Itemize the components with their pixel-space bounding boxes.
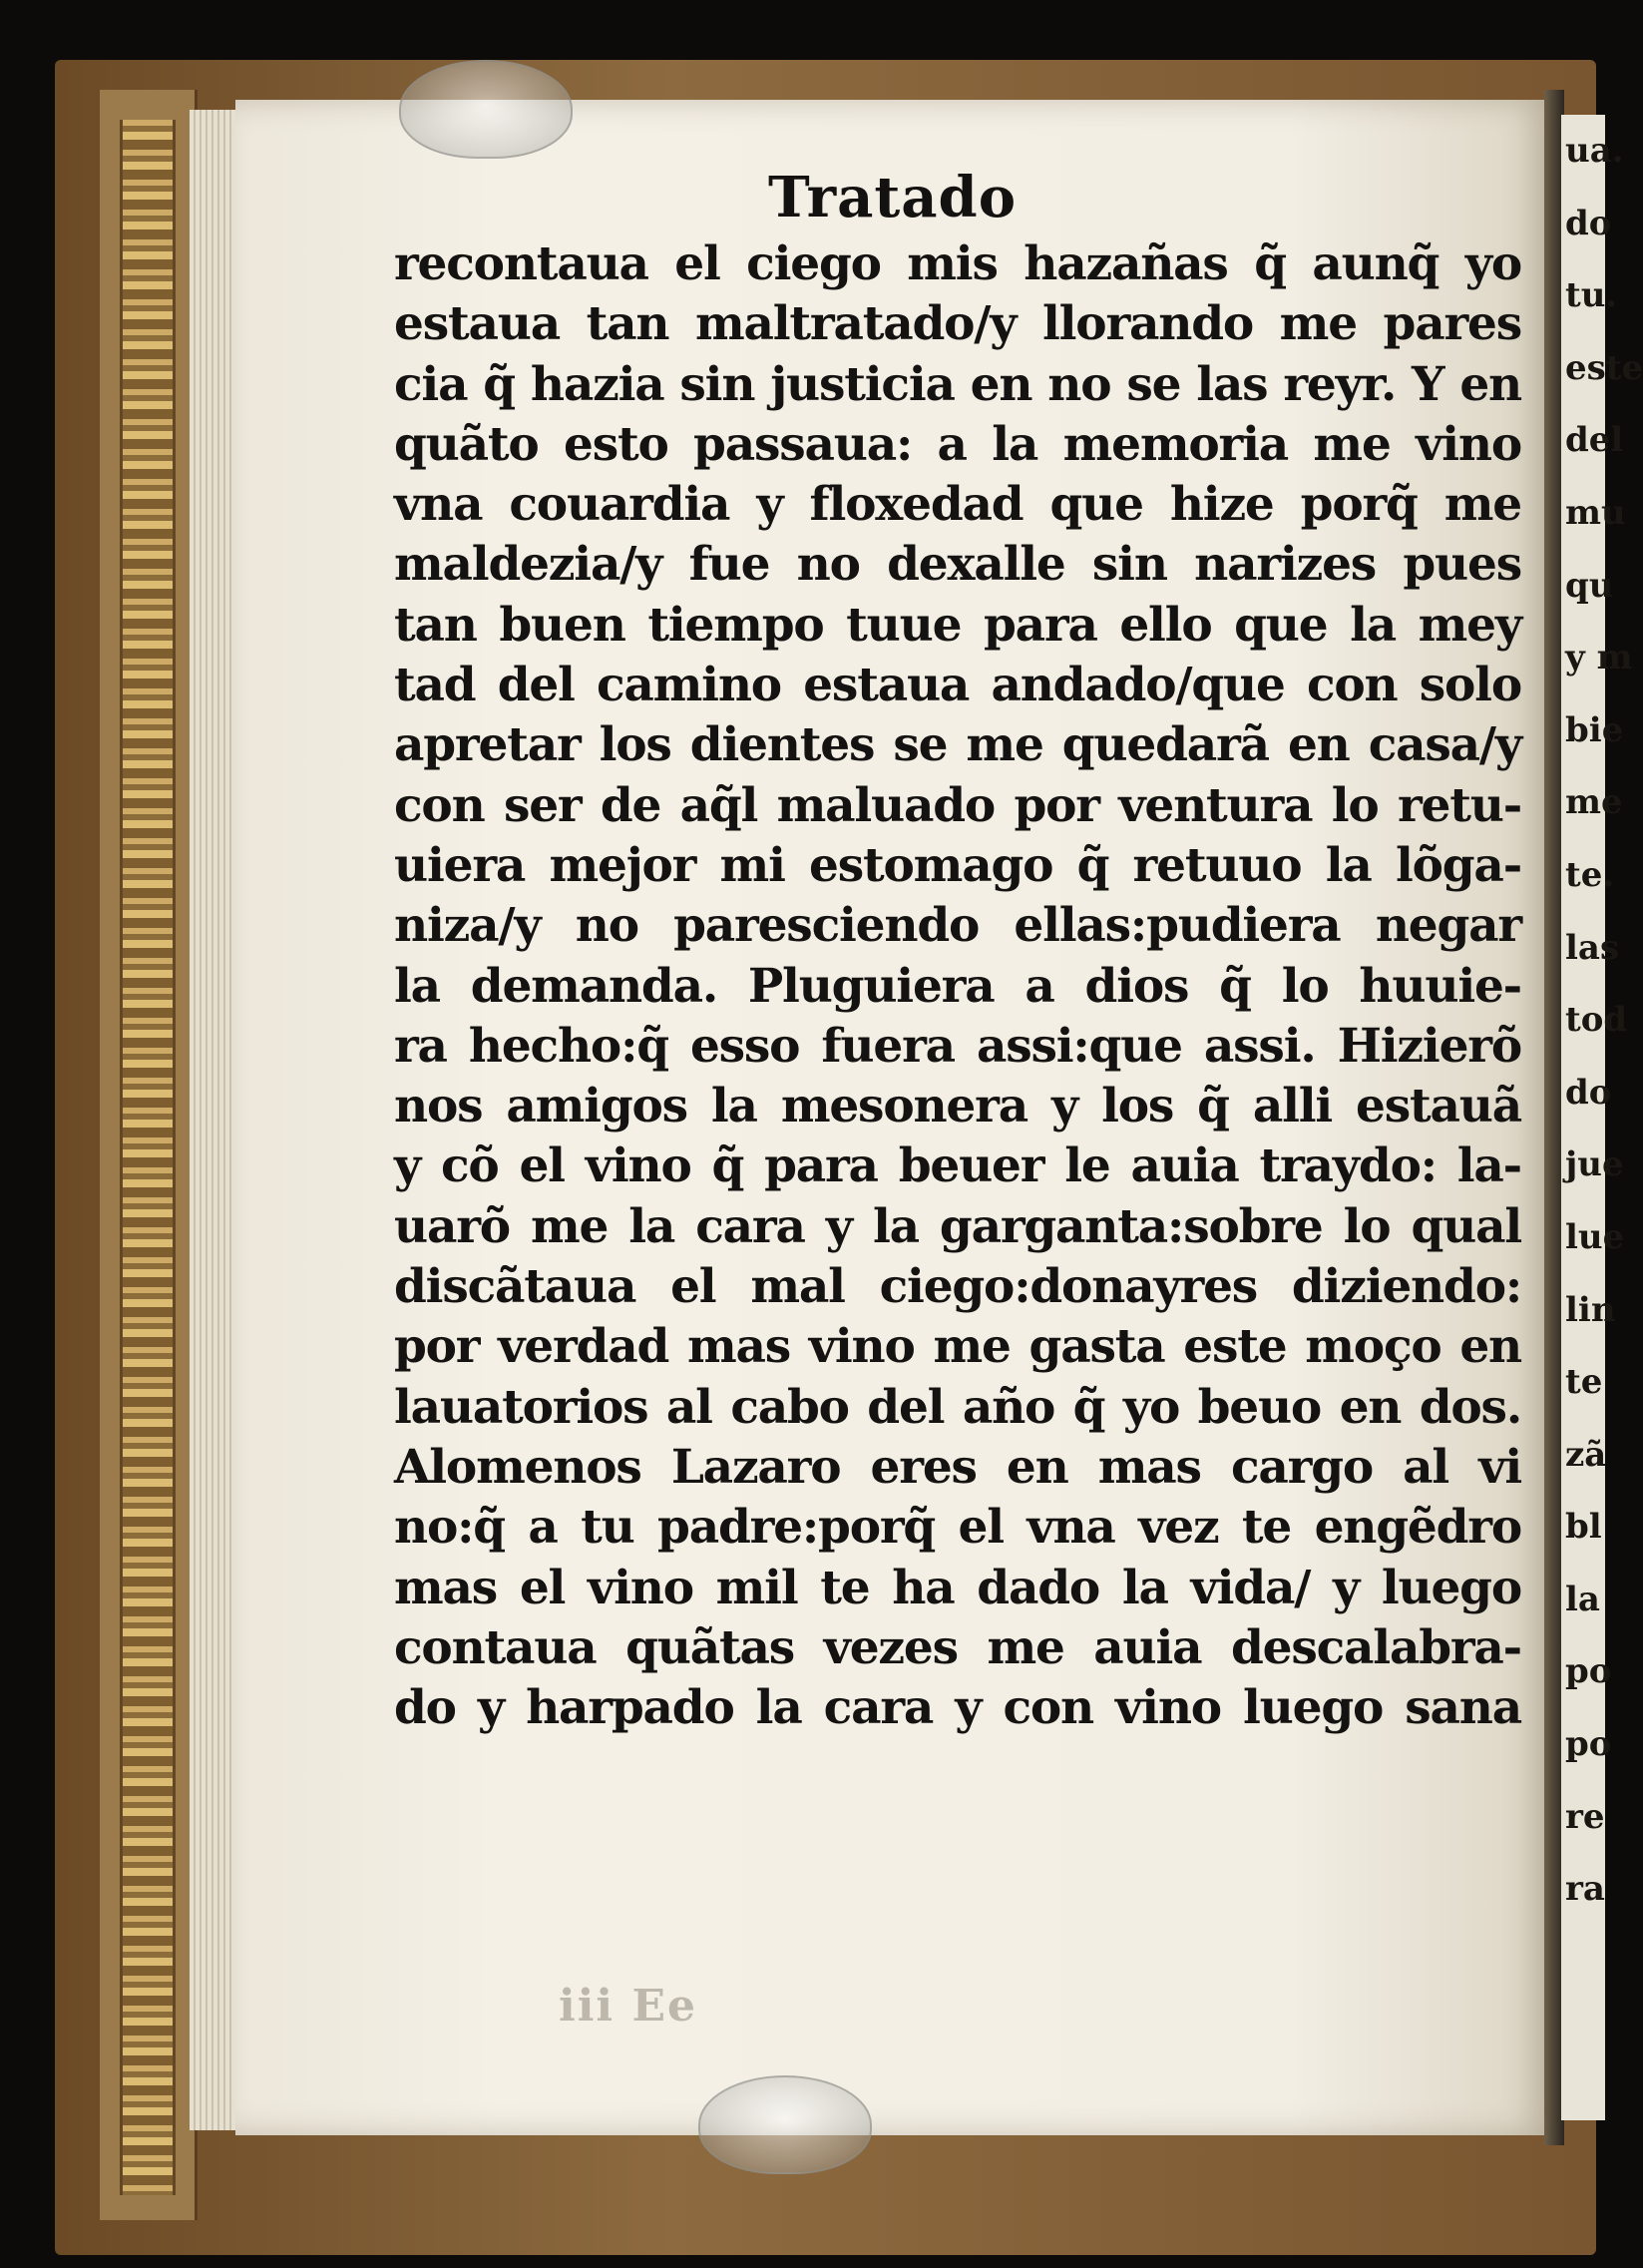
facing-fragment: las (1565, 927, 1620, 968)
facing-fragment: tu. (1565, 275, 1618, 316)
page-clip-bottom (698, 2075, 872, 2174)
facing-fragment: jue (1565, 1144, 1624, 1185)
page-text-block (394, 234, 1521, 1738)
facing-fragment: me (1565, 782, 1623, 823)
facing-fragment: qu (1565, 565, 1614, 606)
facing-fragment: bie (1565, 709, 1624, 750)
text-line: maldezia/y fue no dexalle sin narizes pues (394, 537, 1521, 593)
page-clip-top (399, 60, 573, 159)
gilded-spine-edge (100, 90, 198, 2220)
facing-fragment: lue (1565, 1216, 1625, 1257)
facing-fragment: re (1565, 1796, 1605, 1837)
text-line: niza/y no paresciendo ellas:pudiera negar (394, 898, 1521, 954)
facing-fragment: la (1565, 1579, 1600, 1619)
facing-fragment: do (1565, 203, 1612, 243)
facing-fragment: zã (1565, 1434, 1607, 1475)
facing-page (1561, 115, 1643, 2120)
text-line: la demanda. Pluguiera a dios q̃ lo huuie- (394, 958, 1521, 1014)
page-edges (190, 110, 237, 2130)
text-line: ra hecho:q̃ esso fuera assi:que assi. Hizierõ (394, 1018, 1521, 1074)
running-header: Tratado (768, 165, 1018, 230)
facing-fragment: bl (1565, 1507, 1602, 1548)
facing-fragment: este (1565, 347, 1643, 388)
facing-fragment: mu (1565, 492, 1626, 533)
signature-mark: iii Ee (559, 1981, 697, 2032)
facing-fragment: tod (1565, 1000, 1628, 1041)
text-line: recontaua el ciego mis hazañas q̃ aunq̃ yo (394, 236, 1521, 291)
facing-fragment: ua. (1565, 131, 1624, 171)
text-line: uiera mejor mi estomago q̃ retuuo la lõga- (394, 837, 1521, 893)
text-line: contaua quãtas vezes me auia descalabra- (394, 1619, 1521, 1675)
text-line: no:q̃ a tu padre:porq̃ el vna vez te engẽdro (394, 1500, 1521, 1556)
facing-fragment: te (1565, 1362, 1603, 1403)
facing-fragment: del (1565, 420, 1624, 461)
text-line: quãto esto passaua: a la memoria me vino (394, 416, 1521, 472)
facing-fragment: y m (1565, 638, 1633, 679)
facing-fragment: te. (1565, 854, 1615, 895)
facing-fragment: po (1565, 1724, 1612, 1765)
text-line: mas el vino mil te ha dado la vida/ y luego (394, 1560, 1521, 1615)
text-line: cia q̃ hazia sin justicia en no se las reyr. Y en (394, 356, 1521, 412)
facing-fragment: ra (1565, 1869, 1605, 1910)
facing-fragment: lin (1565, 1289, 1616, 1330)
text-line: y cõ el vino q̃ para beuer le auia traydo: la- (394, 1138, 1521, 1194)
text-line: con ser de aq̃l maluado por ventura lo retu- (394, 777, 1521, 833)
text-line: vna couardia y floxedad que hize porq̃ me (394, 477, 1521, 533)
text-line: lauatorios al cabo del año q̃ yo beuo en dos. (394, 1379, 1521, 1435)
text-line: nos amigos la mesonera y los q̃ alli estauã (394, 1079, 1521, 1134)
text-line: uarõ me la cara y la garganta:sobre lo qual (394, 1198, 1521, 1254)
text-line: Alomenos Lazaro eres en mas cargo al vi (394, 1439, 1521, 1495)
text-line: discãtaua el mal ciego:donayres diziendo: (394, 1259, 1521, 1315)
text-line: por verdad mas vino me gasta este moço en (394, 1319, 1521, 1375)
text-line: apretar los dientes se me quedarã en casa/y (394, 717, 1521, 773)
facing-fragment: do (1565, 1072, 1612, 1113)
text-line: do y harpado la cara y con vino luego sana (394, 1680, 1521, 1736)
text-line: tan buen tiempo tuue para ello que la mey (394, 597, 1521, 653)
text-line: estaua tan maltratado/y llorando me pares (394, 296, 1521, 352)
text-line: tad del camino estaua andado/que con solo (394, 658, 1521, 713)
facing-fragment: po (1565, 1651, 1612, 1692)
gilt-ornament-border (120, 120, 176, 2195)
